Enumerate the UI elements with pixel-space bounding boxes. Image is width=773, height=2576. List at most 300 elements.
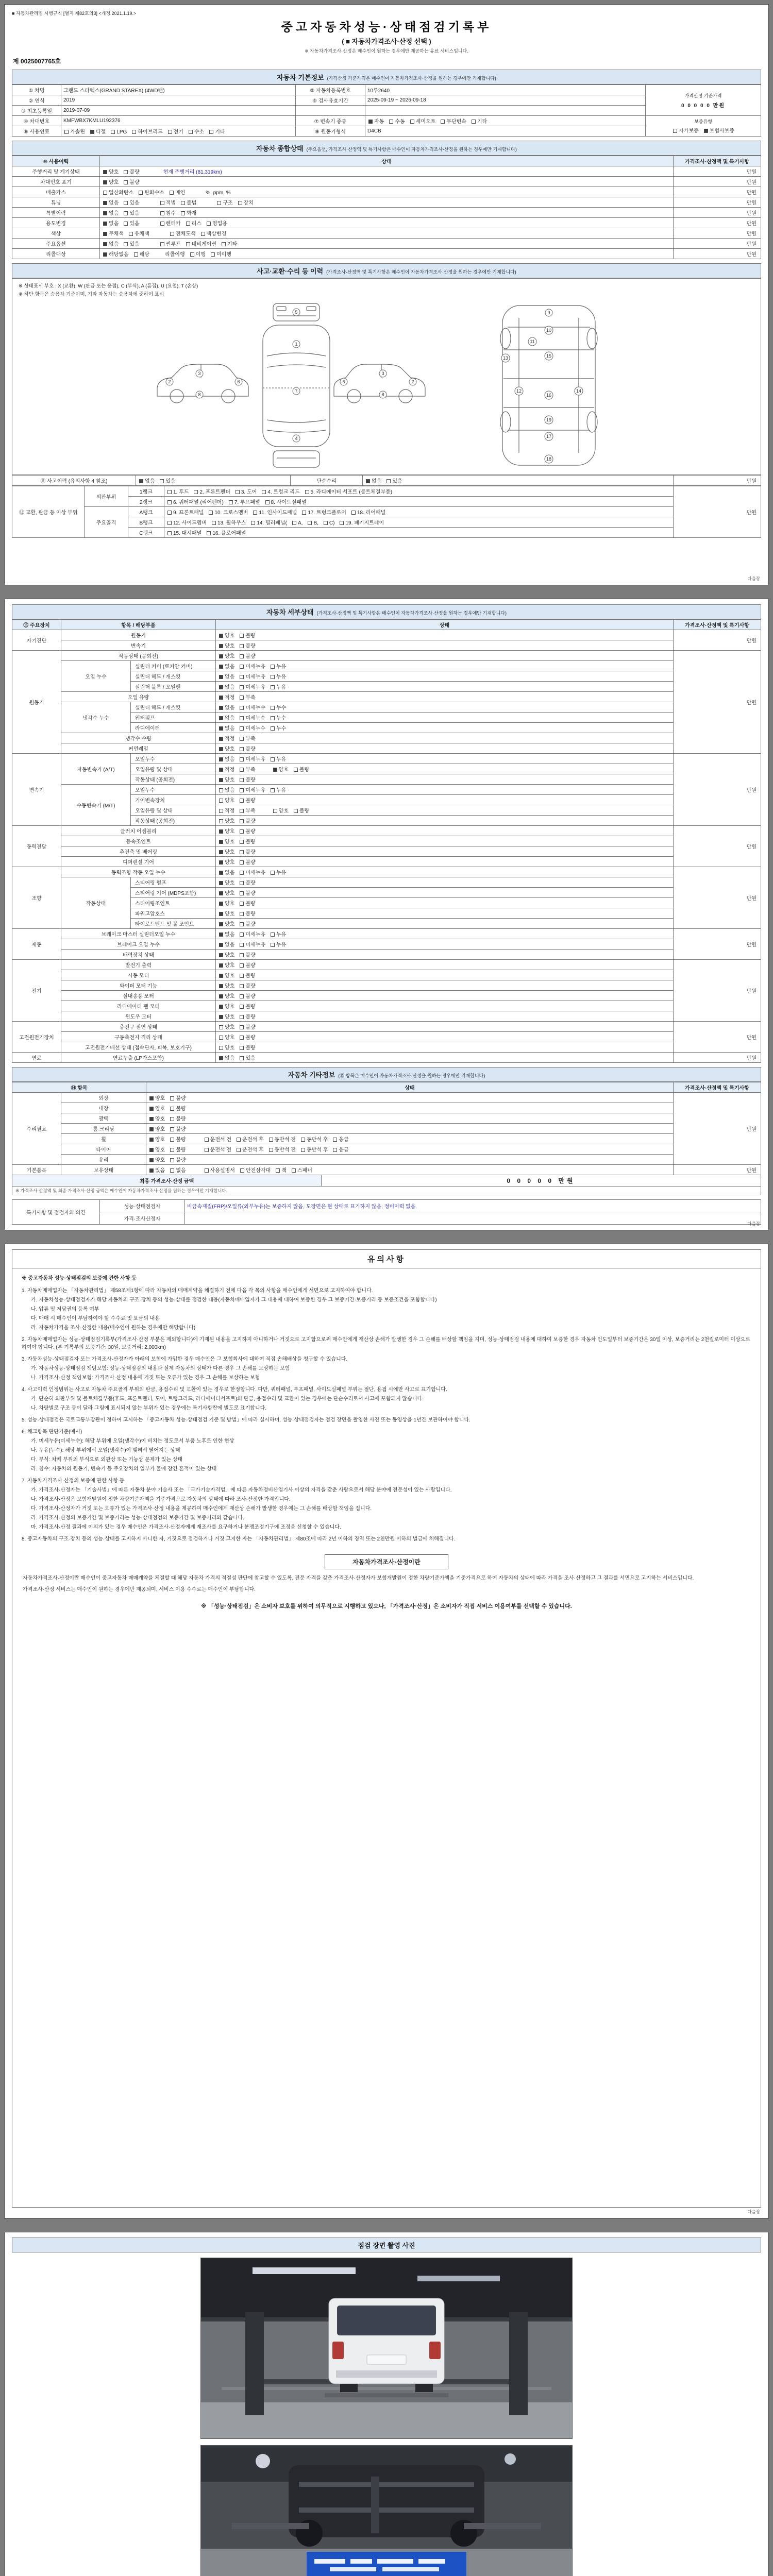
checkbox [240,819,244,823]
checkbox-label: 미이행 [216,252,231,258]
checkbox [103,222,107,226]
checkbox-label: 잭 [281,1168,287,1174]
checkbox [170,1158,174,1162]
checkbox [103,191,107,195]
transmission-label: ⑦ 변속기 종류 [296,116,365,126]
item-label: 브레이크 마스터 실린더오일 누수 [61,929,216,939]
state-cell [216,960,674,970]
checkbox-label: 불량 [176,1137,186,1143]
checkbox [217,201,221,205]
checkbox-label: 동반석 전 [274,1137,296,1143]
checkbox-label: 불량 [176,1127,186,1132]
checkbox [219,799,223,803]
checkbox-label: 네비게이션 [191,242,216,247]
base-price-cell [646,85,761,116]
checkbox-label: 불량 [245,829,256,835]
item-label: 타이어 [61,1144,146,1155]
state-cell [216,630,674,640]
device-label: 제동 [12,929,61,960]
checkbox [351,511,356,515]
checkbox-label: 침수 [165,211,176,216]
device-label: 자기진단 [12,630,61,651]
state-cell [216,682,674,692]
subitem-label: 워터펌프 [131,713,216,723]
checkbox-label: 없음 [176,1168,186,1174]
subitem-label: 오일유량 및 상태 [131,805,216,816]
checkbox [292,1168,296,1173]
checkbox-label: 양호 [155,1127,165,1132]
checkbox-label: 불량 [245,973,256,979]
checkbox-label: 운전석 후 [242,1137,264,1143]
detail-row [12,640,761,651]
svg-text:5: 5 [295,310,298,315]
checkbox-label: 사용설명서 [210,1168,235,1174]
checkbox [269,1138,273,1142]
state-cell [216,723,674,733]
appraiser-role: 가격·조사산정자 [100,1212,185,1225]
item-label: 오일 유량 [61,692,216,702]
state-cell [216,774,674,785]
transmission-options [365,116,646,126]
state-cell [216,980,674,991]
checkbox-label: 양호 [225,953,235,958]
checkbox-label: 양호 [109,180,119,185]
checkbox [219,685,223,689]
checkbox-label: 적정 [225,767,235,773]
price-cell: 만원 [674,1093,761,1165]
checkbox [219,1015,223,1019]
checkbox-label: 불량 [245,1014,256,1020]
checkbox [240,1036,244,1040]
notice-line: 가. 자동차성능·상태점검 책임보험: 성능·상태점검의 내용과 실제 자동차의 상태가 다른 경우 그 손해를 보상하는 보험 [31,1366,290,1371]
price-cell: 만원 [674,1053,761,1063]
checkbox-label: 양호 [225,1014,235,1020]
checkbox [222,242,226,246]
checkbox-label: 5. 라디에이터 서포트 (볼트체결부품) [310,489,393,495]
price-cell: 만원 [674,239,761,249]
checkbox [240,984,244,988]
accident-history-table [12,475,761,486]
checkbox-label: 무단변속 [446,119,466,125]
svg-text:10: 10 [546,328,552,333]
detail-table [12,619,761,1063]
checkbox-label: 없음 [372,479,382,484]
checkbox-label: 불량 [245,839,256,845]
checkbox [240,922,244,926]
checkbox-label: 불량 [176,1158,186,1163]
device-label: 전기 [12,960,61,1022]
notice-line: 3. 자동차성능·상태점검자 또는 가격조사·산정자가 아래의 보험에 가입한 경우 매수인은 그 보험회사에 대하여 직접 손해배상을 청구할 수 있습니다. [22,1357,348,1362]
group-label: 기본품목 [12,1165,61,1175]
diagram-row [16,298,757,470]
item-label: 윈도우 모터 [61,1011,216,1022]
notice-line: 라. 가격조사·산정의 보증기간 및 보증거리는 성능·상태점검의 보증기간 및 보증거리와 같습니다. [31,1515,244,1521]
checkbox [410,120,414,124]
checkbox [238,201,242,205]
checkbox-label: 18. 리어패널 [357,510,386,516]
checkbox-label: 불량 [245,860,256,866]
checkbox-label: 양호 [225,1045,235,1051]
checkbox-label: 양호 [155,1137,165,1143]
col-state: 상태 [146,1082,674,1093]
checkbox [103,211,107,215]
checkbox-label: 누유 [276,757,287,762]
accident-history-section [12,263,761,538]
empty-cell [296,106,365,116]
notice-line: 다. 매매 시 매수인이 부담하여야 할 수수료 및 요금의 내용 [31,1316,160,1321]
accident-header [12,263,761,278]
checkbox [271,933,275,937]
checkbox [167,500,172,504]
checkbox-label: 없음 [109,221,119,227]
col-item: 항목 / 해당부품 [61,620,216,630]
checkbox-label: 미세누유 [245,788,265,793]
checkbox-label: 자동 [374,119,384,125]
price-cell: 만원 [674,754,761,826]
inspector-role: 성능·상태점검자 [100,1200,185,1212]
state-cell [146,1165,674,1175]
state-code-legend: ※ 상태표시 부호 : X (교환), W (판금 또는 용접), C (부식), A (흠집), U (요철), T (손상) [19,283,198,289]
checkbox-label: 불량 [129,170,140,175]
detail-row [12,702,761,713]
text: ( [285,520,287,526]
detail-row [12,950,761,960]
checkbox-label: 적정 [225,695,235,701]
checkbox [240,757,244,761]
checkbox-label: 누유 [276,685,287,690]
state-cell [216,1011,674,1022]
final-price-label: 최종 가격조사·산정 금액 [12,1175,322,1187]
vin-value: KMFWBX7KMLU192376 [61,116,296,126]
subitem-label: 작동상태 (공회전) [131,816,216,826]
state-cell [216,651,674,661]
checkbox-label: 양호 [225,880,235,886]
checkbox [134,252,138,257]
detail-title: 자동차 세부상태 [266,608,314,616]
detail-row [12,630,761,640]
checkbox [240,871,244,875]
checkbox-label: 없음 [225,674,235,680]
checkbox-label: 리스 [191,221,201,227]
checkbox-label: 없음 [109,211,119,216]
empty-cell [365,106,646,116]
checkbox [237,1138,241,1142]
checkbox [219,984,223,988]
subitem-label: 스티어링 펌프 [131,877,216,888]
checkbox [240,675,244,679]
detail-row [12,826,761,836]
checkbox [240,953,244,957]
checkbox-label: 8. 사이드실패널 [271,500,307,505]
checkbox-label: 이행 [195,252,206,258]
state-cell [146,1124,674,1134]
checkbox [124,211,128,215]
checkbox-label: 불량 [245,777,256,783]
page-continue-note: 다음장 [747,2209,760,2214]
checkbox [271,685,275,689]
checkbox-label: 미세누유 [245,757,265,762]
appraiser-opinion [185,1212,761,1225]
checkbox [240,1025,244,1029]
device-label: 고전원전기장치 [12,1022,61,1053]
checkbox [160,242,164,246]
checkbox-label: 미세누유 [245,870,265,876]
notice-line: 4. 사고이력 인정범위는 사고로 자동차 주요골격 부위의 판금, 용접수리 및 교환이 있는 경우로 한정합니다. 다만, 쿼터패널, 루프패널, 사이드실패널 부위는 절단, 용접 시에만 사고로 표기합니다. [22,1387,447,1393]
state-cell [216,836,674,846]
checkbox-label: 누수 [276,705,287,711]
checkbox [240,634,244,638]
notice-title: 유의사항 [12,1250,761,1268]
checkbox [219,1056,223,1060]
checkbox-label: 미세누수 [245,726,265,732]
item-label: 오일 누수 [61,661,131,692]
document-subtitle: ( ■ 자동차가격조사·산정 선택 ) [342,38,431,45]
checkbox [219,696,223,700]
checkbox-label: 11. 인사이드패널 [259,510,297,516]
checkbox [170,1127,174,1131]
checkbox-label: 운전석 후 [242,1147,264,1153]
detail-row [12,1032,761,1042]
checkbox-label: 없음 [225,716,235,721]
checkbox-label: 세미오토 [415,119,436,125]
checkbox [219,644,223,648]
checkbox-label: 동반석 후 [306,1147,328,1153]
checkbox [219,819,223,823]
checkbox-label: 없음 [225,942,235,948]
checkbox [240,644,244,648]
final-price-table [12,1175,761,1187]
item-label: 냉각수 누수 [61,702,131,733]
checkbox [386,479,391,483]
notice-line: 나. 차량별로 구조 등이 달라 그림에 표시되지 않는 부위가 있는 경우에는 특기사항란에 별도로 표기합니다. [31,1405,267,1411]
state-cell [216,888,674,898]
svg-text:7: 7 [295,388,298,394]
detail-row [12,929,761,939]
group-label: 주요골격 [85,507,128,538]
checkbox-label: 부족 [245,695,256,701]
state-cell [146,1103,674,1113]
device-label: 원동기 [12,651,61,754]
checkbox [149,1148,154,1152]
checkbox-label: 미세누유 [245,664,265,670]
state-cell [100,239,674,249]
checkbox-label: 9. 프론트패널 [173,510,204,516]
checkbox [240,963,244,968]
item-label: 리콜대상 [12,249,100,259]
checkbox [240,706,244,710]
checkbox [240,1046,244,1050]
svg-text:3: 3 [381,371,384,376]
checkbox-label: 불량 [245,891,256,896]
checkbox-label: 불량 [245,747,256,752]
price-cell: 만원 [674,177,761,187]
svg-text:15: 15 [546,353,552,359]
checkbox-label: 양호 [225,777,235,783]
accident-history-label: ⑪ 사고이력 (유의사항 4 참조) [12,476,136,486]
svg-text:13: 13 [502,355,509,361]
subitem-label: 실린더 헤드 / 개스킷 [131,671,216,682]
checkbox [219,665,223,669]
svg-text:12: 12 [516,388,522,394]
checkbox-label: 불량 [245,1025,256,1030]
checkbox [240,799,244,803]
price-cell: 만원 [674,228,761,239]
notice-line: 1. 자동차매매업자는 「자동차관리법」 제58조제1항에 따라 자동차의 매매계약을 체결하기 전에 다음 각 목의 사항을 매수인에게 서면으로 고지하여야 합니다. [22,1288,373,1294]
checkbox-label: 불량 [245,1035,256,1041]
page-continue-note: 다음장 [747,576,760,581]
checkbox [219,840,223,844]
checkbox-label: 양호 [225,839,235,845]
opinions-section [12,1199,761,1225]
state-cell [216,661,674,671]
price-cell: 만원 [674,187,761,197]
checkbox-label: 있음 [392,479,402,484]
state-cell [216,671,674,682]
detail-row [12,1042,761,1053]
checkbox-label: 양호 [225,901,235,907]
checkbox-label: 응급 [339,1137,349,1143]
checkbox [273,768,277,772]
checkbox [205,1148,209,1152]
checkbox [219,1036,223,1040]
checkbox-label: 미세누유 [245,685,265,690]
col-usage-history: ⑩ 사용이력 [12,156,100,166]
subitem-label: 실린더 커버 (로커암 커버) [131,661,216,671]
section-label: ⑫ 교환, 판금 등 이상 부위 [12,486,85,538]
inspection-photo-rear-image [201,2258,572,2438]
checkbox [366,479,370,483]
base-price-value: 0 0 0 0 0 만원 [681,103,726,109]
item-label: 연료누출 (LP가스포함) [61,1053,216,1063]
checkbox-label: 없음 [225,870,235,876]
notice-line: 라. 자동차가격을 조사·산정한 내용(매수인이 원하는 경우에만 해당합니다) [31,1325,196,1331]
detail-row [12,651,761,661]
svg-text:3: 3 [198,371,201,376]
checkbox-label: 동반석 후 [306,1137,328,1143]
checkbox-label: 양호 [225,1025,235,1030]
checkbox-label: 양호 [278,808,289,814]
warranty-cell [646,116,761,137]
state-cell [216,764,674,774]
checkbox-label: 없음 [225,685,235,690]
item-label: 와이퍼 모터 기능 [61,980,216,991]
engine-type-label: ⑨ 원동기형식 [296,126,365,137]
item-label: 주요옵션 [12,239,100,249]
svg-text:1: 1 [295,342,298,347]
final-price-note: ※ 가격조사·산정액 및 최종 가격조사·산정 금액은 매수인이 자동차가격조사·산정을 원하는 경우에만 기재합니다. [12,1187,761,1195]
notice-line: 나. 누유(누수): 해당 부위에서 오일(냉각수)이 맺혀서 떨어지는 상태 [31,1448,180,1453]
checkbox [240,902,244,906]
checkbox [149,1168,154,1173]
checkbox [149,1117,154,1121]
state-cell [216,816,674,826]
subitem-label: 오일누수 [131,754,216,764]
checkbox-label: 화재 [186,211,197,216]
text: %, ppm, % [206,190,231,196]
page-2 [4,599,769,1230]
checkbox [149,1158,154,1162]
checkbox-label: 양호 [225,963,235,969]
state-cell [216,754,674,764]
comprehensive-section [12,141,761,259]
comp-row [12,197,761,208]
checkbox-label: 없음 [109,242,119,247]
svg-text:9: 9 [547,310,550,315]
checkbox [124,201,128,205]
inspection-photo-underbody-image [201,2446,572,2576]
checkbox [103,170,107,174]
checkbox [111,130,115,134]
rank-items [164,486,674,497]
document-subtitle-note: ※ 자동차가격조사·산정은 매수인이 원하는 경우에만 제공하는 유료 서비스입니다. [305,48,468,54]
checkbox-label: 12. 사이드멤버 [173,520,207,526]
subitem-label: 스티어링조인트 [131,898,216,908]
checkbox-label: 19. 패키지트레이 [345,520,384,526]
item-label: 튜닝 [12,197,100,208]
svg-text:6: 6 [237,379,240,384]
item-label: 주행거리 및 계기상태 [12,166,100,177]
price-cell: 만원 [674,651,761,754]
checkbox [190,252,194,257]
diagram-basis-legend: ※ 하단 항목은 승용차 기준이며, 기타 자동차는 승용차에 준하여 표시 [19,292,164,297]
checkbox [219,871,223,875]
svg-text:4: 4 [295,436,298,441]
checkbox-label: 있음 [129,211,140,216]
checkbox [170,1138,174,1142]
checkbox-label: 미세누수 [245,716,265,721]
checkbox [64,130,69,134]
checkbox-label: 있음 [165,479,176,484]
checkbox-label: 없음 [225,705,235,711]
checkbox [207,531,211,535]
basic-info-note: (가격산정 기준가격은 매수인이 자동차가격조사·산정을 원하는 경우에만 기재합니다) [327,76,496,81]
checkbox [139,191,143,195]
checkbox-label: 스패너 [297,1168,312,1174]
checkbox [103,232,107,236]
checkbox [262,490,266,494]
accident-diagram-box [12,278,761,475]
checkbox [273,809,277,813]
checkbox-label: 양호 [225,1035,235,1041]
checkbox [240,891,244,895]
item-label: 작동상태 [61,877,131,929]
checkbox-label: 미세누유 [245,942,265,948]
checkbox [149,1107,154,1111]
checkbox-label: 색상변경 [206,231,227,237]
checkbox-label: 기타 [215,129,225,135]
item-label: 배출가스 [12,187,100,197]
checkbox-label: 불량 [299,808,310,814]
comp-row [12,228,761,239]
checkbox-label: 미세누수 [245,705,265,711]
accident-title: 사고·교환·수리 등 이력 [257,267,324,275]
checkbox-label: 불량 [245,880,256,886]
checkbox-label: 양호 [225,654,235,659]
checkbox-label: 불량 [245,819,256,824]
checkbox [219,788,223,792]
item-label: 시동 모터 [61,970,216,980]
item-label: 등속조인트 [61,836,216,846]
accident-history-state [136,476,291,486]
price-cell: 만원 [674,197,761,208]
base-price-label: 가격산정 기준가격 [684,93,722,98]
page-continue-note: 다음장 [747,1221,760,1226]
checkbox [194,490,198,494]
checkbox [301,1138,305,1142]
notice-line: 7. 자동차가격조사·산정의 보증에 관한 사항 등 [22,1478,125,1484]
misc-row [12,1165,761,1175]
checkbox [170,1117,174,1121]
